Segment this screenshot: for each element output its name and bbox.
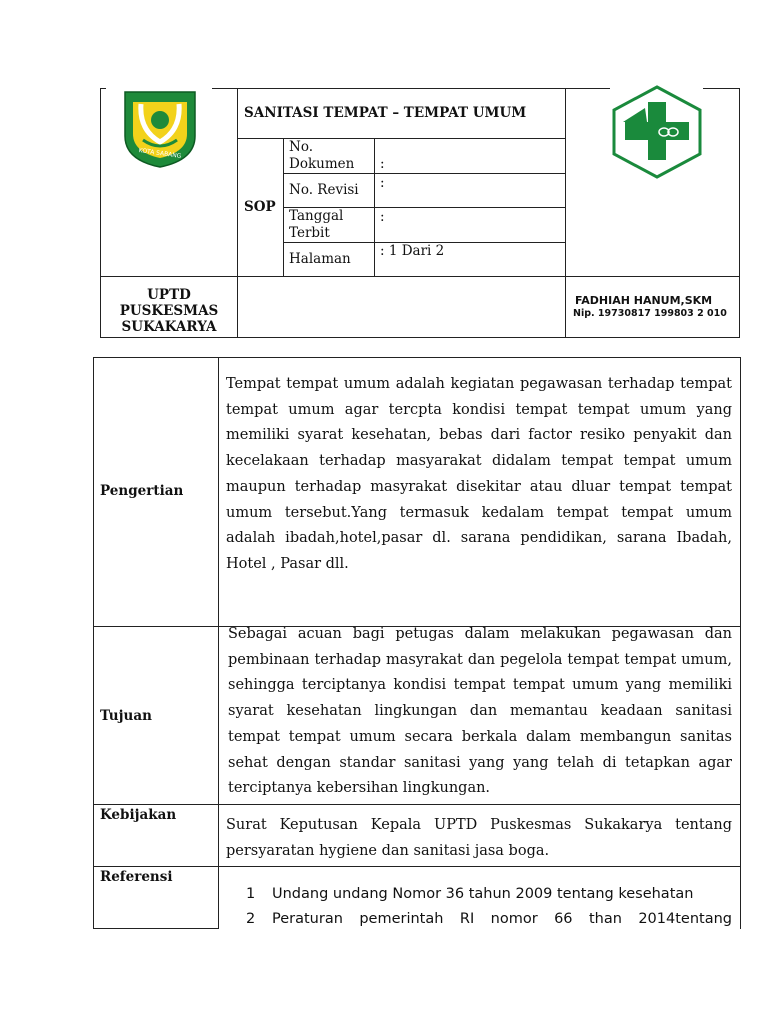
page-value: : 1 Dari 2 [380, 243, 445, 259]
list-item-number: 1 [246, 886, 256, 902]
issue-date-value: : [380, 209, 385, 225]
city-crest-logo [121, 90, 199, 168]
doc-number-label: No. Dokumen [289, 139, 355, 172]
page-label: Halaman [289, 251, 351, 267]
crest-caption: KOTA SABANG [138, 147, 182, 160]
pengertian-label: Pengertian [100, 483, 184, 499]
signer-name: FADHIAH HANUM,SKM [575, 294, 713, 307]
kebijakan-text: Surat Keputusan Kepala UPTD Puskesmas Sukakarya tentang persyaratan hygiene dan sanitasi jasa boga. [226, 817, 732, 859]
signer-nip: Nip. 19730817 199803 2 010 [573, 308, 727, 319]
tujuan-label: Tujuan [100, 708, 152, 724]
revision-value: : [380, 175, 385, 191]
pengertian-text: Tempat tempat umum adalah kegiatan pegawasan terhadap tempat tempat umum agar tercpta kondisi tempat tempat umum yang memiliki syarat kesehatan, bebas dari factor resiko penyakit dan kecelakaan terhadap masyarakat didalam tempat tempat umum maupun terhadap masyrakat disekitar atau dluar tempat tempat umum tersebut.Yang termasuk kedalam tempat tempat umum adalah ibadah,hotel,pasar dl. sarana pendidikan, sarana Ibadah, Hotel , Pasar dll. [226, 376, 732, 572]
revision-label: No. Revisi [289, 182, 359, 198]
puskesmas-logo [609, 84, 705, 180]
page-title: SANITASI TEMPAT – TEMPAT UMUM [244, 105, 527, 121]
list-item-text: Peraturan pemerintah RI nomor 66 than 2014tentang [272, 911, 732, 927]
list-item [246, 911, 732, 927]
org-name: UPTD PUSKESMAS SUKAKARYA [119, 287, 219, 335]
list-item-number: 2 [246, 911, 256, 927]
list-item-text: Undang undang Nomor 36 tahun 2009 tentang kesehatan [272, 886, 694, 902]
list-item [246, 886, 732, 902]
doc-number-value: : [380, 156, 385, 172]
issue-date-label: Tanggal Terbit [289, 208, 344, 241]
sop-label: SOP [244, 199, 276, 215]
kebijakan-label: Kebijakan [100, 807, 177, 823]
referensi-label: Referensi [100, 869, 173, 885]
tujuan-text: Sebagai acuan bagi petugas dalam melakukan pegawasan dan pembinaan terhadap masyrakat dan pegelola tempat tempat umum, sehingga terciptanya kondisi tempat tempat umum yang memiliki syarat kesehatan lingkungan dan memantau keadaan sanitasi tempat tempat umum secara berkala dalam membangun sanitas sehat dengan standar sanitasi yang yang telah di tetapkan agar terciptanya kebersihan lingkungan. [228, 626, 732, 797]
